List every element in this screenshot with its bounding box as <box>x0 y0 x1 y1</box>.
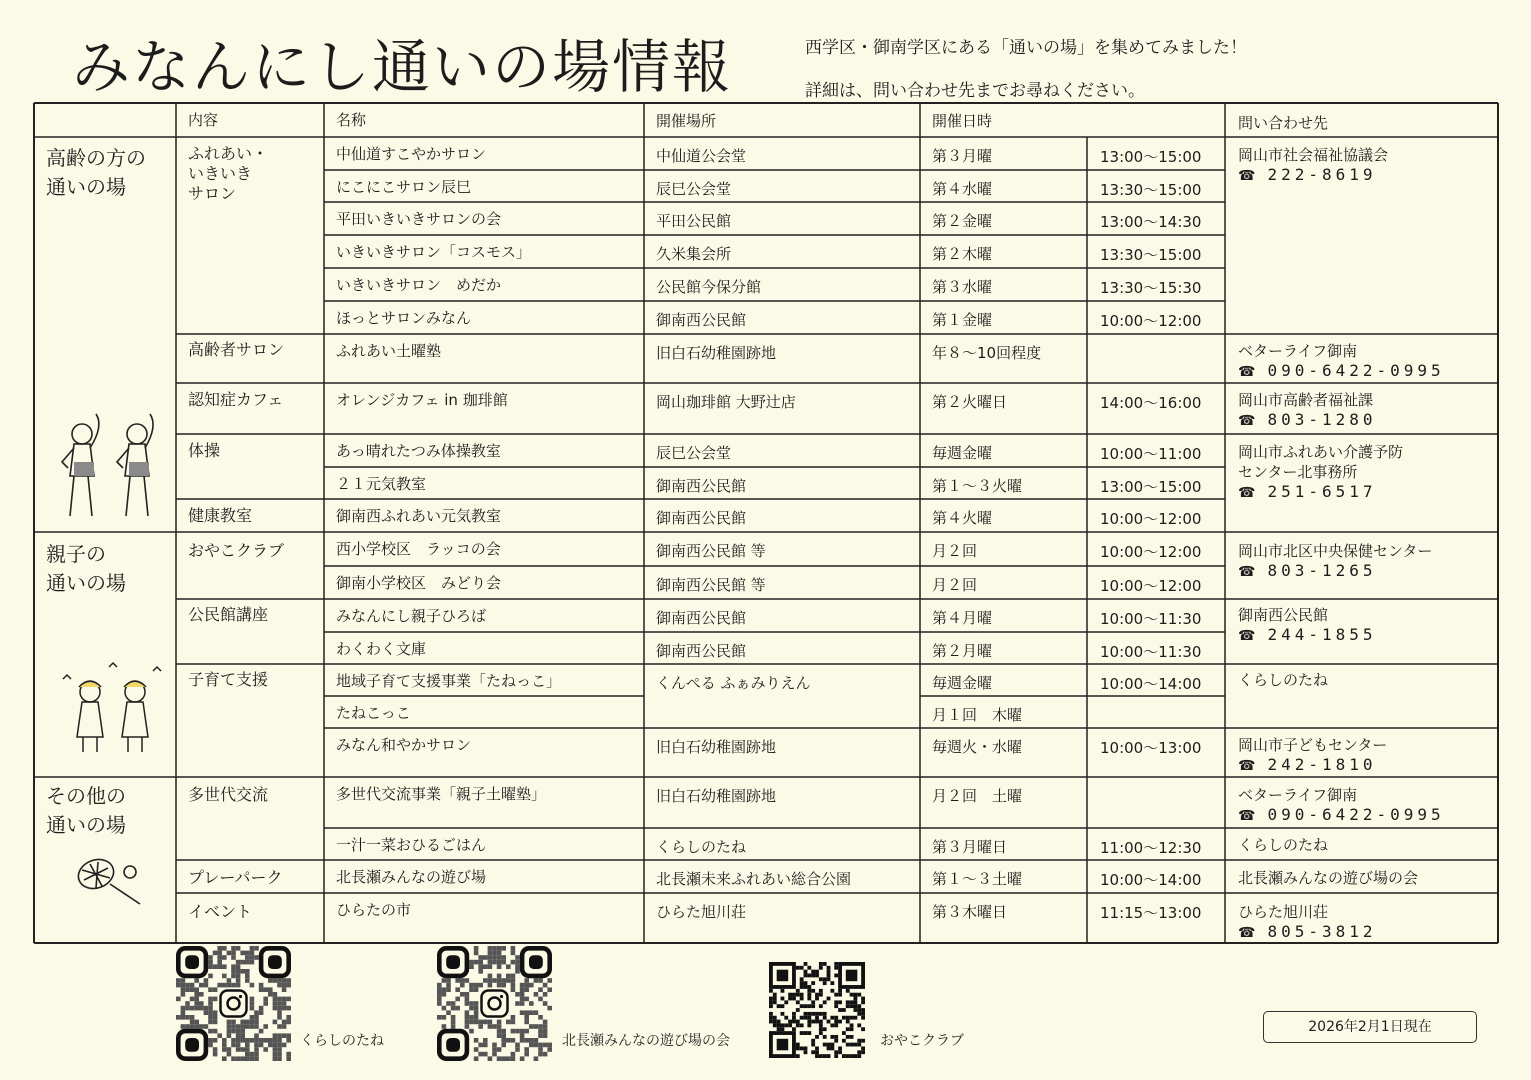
qr-code-kurashinotane[interactable] <box>176 946 291 1065</box>
exercising-seniors-illustration <box>52 406 172 526</box>
row-day: 第１～３火曜 <box>932 477 1023 495</box>
row-place: 北長瀬未来ふれあい総合公園 <box>656 870 852 888</box>
contact-phone <box>1238 625 1377 646</box>
row-time: 13:30～15:00 <box>1100 246 1202 264</box>
contact-name: 岡山市高齢者福祉課 <box>1238 391 1374 409</box>
contact-phone <box>1238 922 1377 943</box>
instagram-icon <box>221 991 247 1017</box>
qr-label-kurashinotane: くらしのたね <box>300 1033 384 1049</box>
row-time: 13:30～15:30 <box>1100 279 1202 297</box>
contact-name: 岡山市ふれあい介護予防 <box>1238 443 1404 461</box>
row-place: 旧白石幼稚園跡地 <box>656 738 777 756</box>
phone-icon: ☎ <box>1238 413 1256 429</box>
phone-number: 803-1280 <box>1267 410 1377 429</box>
contact-entry <box>1238 785 1445 826</box>
row-name: いきいきサロン めだか <box>336 276 502 294</box>
row-name: にこにこサロン辰巳 <box>336 178 472 196</box>
contact-entry <box>1238 670 1328 690</box>
row-day: 第２火曜日 <box>932 393 1008 411</box>
date-stamp: 2026年2月1日現在 <box>1263 1011 1477 1043</box>
row-place: 辰巳公会堂 <box>656 444 732 462</box>
content-label <box>188 785 268 805</box>
contact-entry <box>1238 541 1432 582</box>
row-name: わくわく文庫 <box>336 640 427 658</box>
content-line: いきいき <box>188 164 253 183</box>
phone-number: 242-1810 <box>1267 755 1377 774</box>
row-time: 13:00～15:00 <box>1100 478 1202 496</box>
content-line: 認知症カフェ <box>188 390 284 409</box>
content-line: 健康教室 <box>188 506 253 525</box>
row-time: 10:00～14:00 <box>1100 675 1202 693</box>
phone-icon: ☎ <box>1238 628 1256 644</box>
contact-name: くらしのたね <box>1238 836 1329 854</box>
header-contact: 問い合わせ先 <box>1238 114 1329 132</box>
category-line-2: 通いの場 <box>46 571 126 595</box>
row-name: 一汁一菜おひるごはん <box>336 836 487 854</box>
phone-number: 805-3812 <box>1267 922 1377 941</box>
row-name: 多世代交流事業「親子土曜塾」 <box>336 785 547 803</box>
row-time: 10:00～12:00 <box>1100 510 1202 528</box>
row-place: 平田公民館 <box>656 212 732 230</box>
header-datetime: 開催日時 <box>932 112 993 130</box>
content-label <box>188 902 252 922</box>
row-day: 月２回 土曜 <box>932 787 1023 805</box>
content-line: プレーパーク <box>188 868 283 887</box>
row-place: 御南西公民館 <box>656 477 747 495</box>
content-line: おやこクラブ <box>188 541 285 560</box>
row-time: 11:00～12:30 <box>1100 839 1202 857</box>
row-name: ほっとサロンみなん <box>336 309 472 327</box>
category-line-1: その他の <box>46 784 126 808</box>
row-day: 第３木曜日 <box>932 903 1008 921</box>
content-line: イベント <box>188 902 253 921</box>
intro-line-1: 西学区・御南学区にある「通いの場」を集めてみました！ <box>805 38 1247 58</box>
contact-entry <box>1238 390 1377 431</box>
row-day: 毎週金曜 <box>932 674 993 692</box>
row-place: 岡山珈琲館 大野辻店 <box>656 393 796 411</box>
row-day: 毎週金曜 <box>932 444 993 462</box>
row-day: 第２月曜 <box>932 642 993 660</box>
contact-name: ベターライフ御南 <box>1238 342 1358 360</box>
row-place: くらしのたね <box>656 838 747 856</box>
contact-entry <box>1238 605 1377 646</box>
row-place: 御南西公民館 等 <box>656 576 766 594</box>
header-name: 名称 <box>336 111 367 129</box>
row-time: 13:30～15:00 <box>1100 181 1202 199</box>
content-line: 公民館講座 <box>188 605 269 624</box>
row-place: 御南西公民館 <box>656 642 747 660</box>
category-label <box>46 782 126 840</box>
row-day: 毎週火・水曜 <box>932 738 1023 756</box>
contact-entry <box>1238 735 1387 776</box>
row-time: 10:00～12:00 <box>1100 577 1202 595</box>
contact-name: くらしのたね <box>1238 671 1329 689</box>
contact-entry <box>1238 341 1445 382</box>
contact-name: ベターライフ御南 <box>1238 786 1358 804</box>
row-name: ２１元気教室 <box>336 475 427 493</box>
phone-icon: ☎ <box>1238 925 1256 941</box>
content-line: 体操 <box>188 441 221 460</box>
contact-entry <box>1238 902 1377 943</box>
row-time: 10:00～11:00 <box>1100 445 1202 463</box>
category-label <box>46 144 146 202</box>
contact-phone <box>1238 165 1388 186</box>
phone-icon: ☎ <box>1238 808 1256 824</box>
qr-code-image <box>176 946 291 1061</box>
qr-label-kitanagase: 北長瀬みんなの遊び場の会 <box>562 1033 730 1049</box>
row-day: 第３水曜 <box>932 278 993 296</box>
row-day: 第４水曜 <box>932 180 993 198</box>
contact-name: 御南西公民館 <box>1238 606 1329 624</box>
contact-name: 岡山市子どもセンター <box>1238 736 1388 754</box>
row-place: 旧白石幼稚園跡地 <box>656 787 777 805</box>
contact-phone <box>1238 561 1432 582</box>
row-day: 月２回 <box>932 542 978 560</box>
contact-phone <box>1238 755 1387 776</box>
row-place: ひらた旭川荘 <box>656 903 747 921</box>
content-line: 高齢者サロン <box>188 340 285 359</box>
qr-code-oyako-club[interactable] <box>769 962 865 1062</box>
row-name: みなんにし親子ひろば <box>336 607 487 625</box>
phone-icon: ☎ <box>1238 758 1256 774</box>
qr-code-image <box>437 946 552 1061</box>
contact-phone <box>1238 482 1403 503</box>
row-time: 10:00～12:00 <box>1100 312 1202 330</box>
row-place: 御南西公民館 等 <box>656 542 766 560</box>
row-day: 第４火曜 <box>932 509 993 527</box>
contact-entry <box>1238 442 1403 503</box>
contact-entry <box>1238 868 1418 888</box>
content-label <box>188 506 252 526</box>
row-time: 13:00～14:30 <box>1100 213 1202 231</box>
header-place: 開催場所 <box>656 112 717 130</box>
category-line-2: 通いの場 <box>46 813 126 837</box>
category-line-2: 通いの場 <box>46 175 126 199</box>
header-content: 内容 <box>188 111 219 129</box>
contact-name: ひらた旭川荘 <box>1238 903 1329 921</box>
qr-code-image <box>769 962 865 1058</box>
instagram-icon <box>482 991 508 1017</box>
row-place: くんぺる ふぁみりえん <box>656 674 811 692</box>
row-name: みなん和やかサロン <box>336 736 472 754</box>
content-label <box>188 541 284 561</box>
row-day: 第１金曜 <box>932 311 993 329</box>
content-label <box>188 441 220 461</box>
row-name: 御南西ふれあい元気教室 <box>336 507 502 525</box>
row-place: 公民館今保分館 <box>656 278 762 296</box>
content-label <box>188 144 268 204</box>
phone-icon: ☎ <box>1238 485 1256 501</box>
contact-phone <box>1238 410 1377 431</box>
content-line: 多世代交流 <box>188 785 269 804</box>
row-day: 第３月曜 <box>932 147 993 165</box>
content-label <box>188 868 283 888</box>
phone-number: 090-6422-0995 <box>1267 361 1445 380</box>
phone-number: 222-8619 <box>1267 165 1377 184</box>
qr-label-oyako-club: おやこクラブ <box>880 1033 964 1049</box>
row-name: 中仙道すこやかサロン <box>336 145 487 163</box>
contact-phone <box>1238 361 1445 382</box>
row-name: オレンジカフェ in 珈琲館 <box>336 391 508 409</box>
row-time: 10:00～14:00 <box>1100 871 1202 889</box>
row-place: 御南西公民館 <box>656 311 747 329</box>
row-place: 久米集会所 <box>656 245 732 263</box>
row-time: 13:00～15:00 <box>1100 148 1202 166</box>
content-label <box>188 390 283 410</box>
row-name: いきいきサロン「コスモス」 <box>336 243 532 261</box>
content-label <box>188 670 268 690</box>
row-name: 北長瀬みんなの遊び場 <box>336 868 487 886</box>
contact-phone <box>1238 805 1445 826</box>
intro-line-2: 詳細は、問い合わせ先までお尋ねください。 <box>805 81 1145 101</box>
contact-name: 岡山市社会福祉協議会 <box>1238 146 1389 164</box>
row-place: 旧白石幼稚園跡地 <box>656 344 777 362</box>
category-line-1: 高齢の方の <box>46 146 146 170</box>
row-day: 第３月曜日 <box>932 838 1008 856</box>
contact-name: センター北事務所 <box>1238 463 1358 481</box>
row-day: 第４月曜 <box>932 609 993 627</box>
row-day: 月２回 <box>932 576 978 594</box>
row-time: 10:00～11:30 <box>1100 610 1202 628</box>
content-line: サロン <box>188 184 237 203</box>
phone-icon: ☎ <box>1238 364 1256 380</box>
phone-number: 244-1855 <box>1267 625 1377 644</box>
row-time: 10:00～12:00 <box>1100 543 1202 561</box>
contact-name: 岡山市北区中央保健センター <box>1238 542 1433 560</box>
row-time: 10:00～11:30 <box>1100 643 1202 661</box>
row-name: ひらたの市 <box>336 901 412 919</box>
contact-name: 北長瀬みんなの遊び場の会 <box>1238 869 1419 887</box>
contact-entry <box>1238 835 1328 855</box>
content-label <box>188 605 268 625</box>
category-label <box>46 540 126 598</box>
row-name: あっ晴れたつみ体操教室 <box>336 442 501 460</box>
phone-icon: ☎ <box>1238 168 1256 184</box>
children-illustration <box>55 657 165 757</box>
row-place: 中仙道公会堂 <box>656 147 747 165</box>
category-line-1: 親子の <box>46 542 106 566</box>
phone-number: 803-1265 <box>1267 561 1377 580</box>
phone-icon: ☎ <box>1238 564 1256 580</box>
row-day: 第１～３土曜 <box>932 870 1023 888</box>
contact-entry <box>1238 145 1388 186</box>
row-day: 月１回 木曜 <box>932 706 1023 724</box>
phone-number: 251-6517 <box>1267 482 1377 501</box>
row-name: ふれあい土曜塾 <box>336 342 442 360</box>
row-name: 地域子育て支援事業「たねっこ」 <box>336 672 562 690</box>
row-name: 御南小学校区 みどり会 <box>336 574 502 592</box>
row-name: 西小学校区 ラッコの会 <box>336 540 501 558</box>
row-time: 10:00～13:00 <box>1100 739 1202 757</box>
row-time: 14:00～16:00 <box>1100 394 1202 412</box>
page-title: みなんにし通いの場情報 <box>72 33 733 101</box>
row-place: 御南西公民館 <box>656 509 747 527</box>
row-name: 平田いきいきサロンの会 <box>336 210 502 228</box>
phone-number: 090-6422-0995 <box>1267 805 1445 824</box>
row-day: 第２金曜 <box>932 212 993 230</box>
tennis-racket-icon <box>72 852 152 912</box>
row-name: たねこっこ <box>336 704 411 722</box>
content-line: 子育て支援 <box>188 670 269 689</box>
row-time: 11:15～13:00 <box>1100 904 1202 922</box>
content-line: ふれあい・ <box>188 144 269 163</box>
row-place: 辰巳公会堂 <box>656 180 732 198</box>
row-place: 御南西公民館 <box>656 609 747 627</box>
row-day: 第２木曜 <box>932 245 993 263</box>
content-label <box>188 340 284 360</box>
qr-code-kitanagase[interactable] <box>437 946 552 1065</box>
row-day: 年８～10回程度 <box>932 344 1042 362</box>
